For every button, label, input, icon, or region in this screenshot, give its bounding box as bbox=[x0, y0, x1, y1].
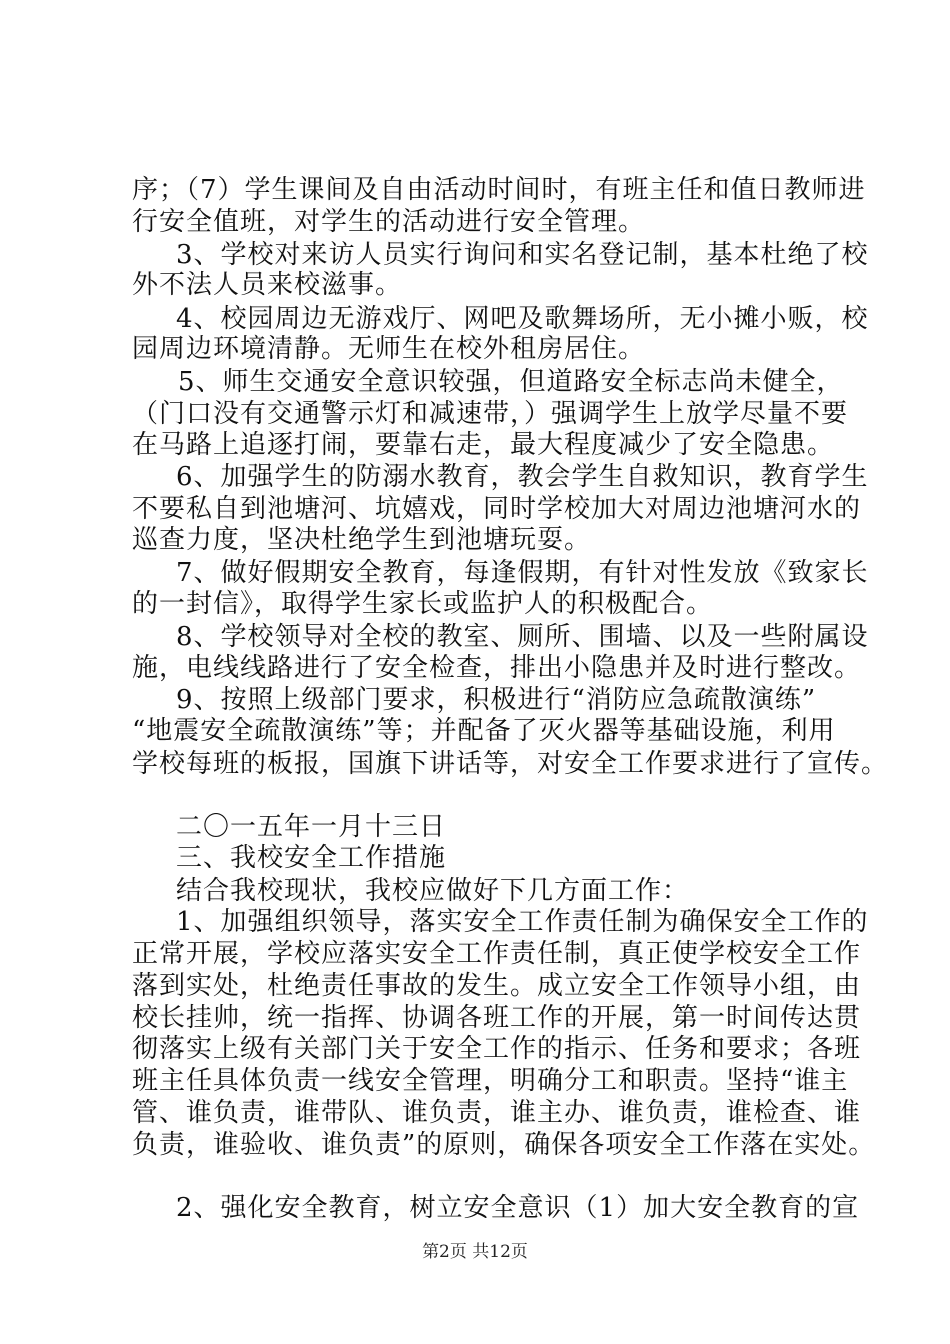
text-line: “地震安全疏散演练”等；并配备了灭火器等基础设施，利用 bbox=[132, 716, 836, 746]
text-line: 校长挂帅，统一指挥、协调各班工作的开展，第一时间传达贯 bbox=[132, 1003, 862, 1033]
text-line: 1、加强组织领导，落实安全工作责任制为确保安全工作的 bbox=[176, 907, 869, 937]
text-line: 施，电线线路进行了安全检查，排出小隐患并及时进行整改。 bbox=[132, 653, 862, 683]
text-line: 9、按照上级部门要求，积极进行“消防应急疏散演练” bbox=[176, 685, 817, 715]
page-footer: 第2页 共12页 bbox=[422, 1242, 528, 1262]
text-line: 6、加强学生的防溺水教育，教会学生自救知识，教育学生 bbox=[176, 462, 869, 492]
text-line: 园周边环境清静。无师生在校外租房居住。 bbox=[132, 334, 646, 364]
text-line: 7、做好假期安全教育，每逢假期，有针对性发放《致家长 bbox=[176, 558, 869, 588]
text-line: 8、学校领导对全校的教室、厕所、围墙、以及一些附属设 bbox=[176, 622, 869, 652]
text-line: 正常开展，学校应落实安全工作责任制，真正使学校安全工作 bbox=[132, 939, 862, 969]
text-line: 学校每班的板报，国旗下讲话等，对安全工作要求进行了宣传。 bbox=[132, 749, 889, 779]
text-line: 4、校园周边无游戏厅、网吧及歌舞场所，无小摊小贩，校 bbox=[176, 304, 869, 334]
section-heading: 三、我校安全工作措施 bbox=[176, 843, 447, 873]
text-line: 彻落实上级有关部门关于安全工作的指示、任务和要求；各班 bbox=[132, 1034, 862, 1064]
text-line: 不要私自到池塘河、坑嬉戏，同时学校加大对周边池塘河水的 bbox=[132, 494, 862, 524]
text-line: 3、学校对来访人员实行询问和实名登记制，基本杜绝了校 bbox=[176, 240, 869, 270]
text-line: 外不法人员来校滋事。 bbox=[132, 270, 403, 300]
text-line: 落到实处，杜绝责任事故的发生。成立安全工作领导小组，由 bbox=[132, 971, 862, 1001]
text-line: 结合我校现状，我校应做好下几方面工作： bbox=[176, 876, 690, 906]
text-line: 的一封信》，取得学生家长或监护人的积极配合。 bbox=[132, 589, 714, 619]
text-line: 2、强化安全教育，树立安全意识（1）加大安全教育的宣 bbox=[176, 1193, 860, 1223]
text-line: 行安全值班，对学生的活动进行安全管理。 bbox=[132, 207, 646, 237]
text-line: 班主任具体负责一线安全管理，明确分工和职责。坚持“谁主 bbox=[132, 1066, 849, 1096]
text-line: 在马路上追逐打闹，要靠右走，最大程度减少了安全隐患。 bbox=[132, 430, 835, 460]
date-line: 二〇一五年一月十三日 bbox=[176, 812, 447, 842]
text-line: 序；（7）学生课间及自由活动时间时，有班主任和值日教师进 bbox=[132, 175, 866, 205]
text-line: （门口没有交通警示灯和减速带，）强调学生上放学尽量不要 bbox=[132, 399, 849, 429]
text-line: 负责，谁验收、谁负责”的原则，确保各项安全工作落在实处。 bbox=[132, 1130, 876, 1160]
text-line: 巡查力度，坚决杜绝学生到池塘玩耍。 bbox=[132, 525, 592, 555]
text-line: 5、师生交通安全意识较强，但道路安全标志尚未健全， bbox=[178, 367, 844, 397]
text-line: 管、谁负责，谁带队、谁负责，谁主办、谁负责，谁检查、谁 bbox=[132, 1098, 862, 1128]
